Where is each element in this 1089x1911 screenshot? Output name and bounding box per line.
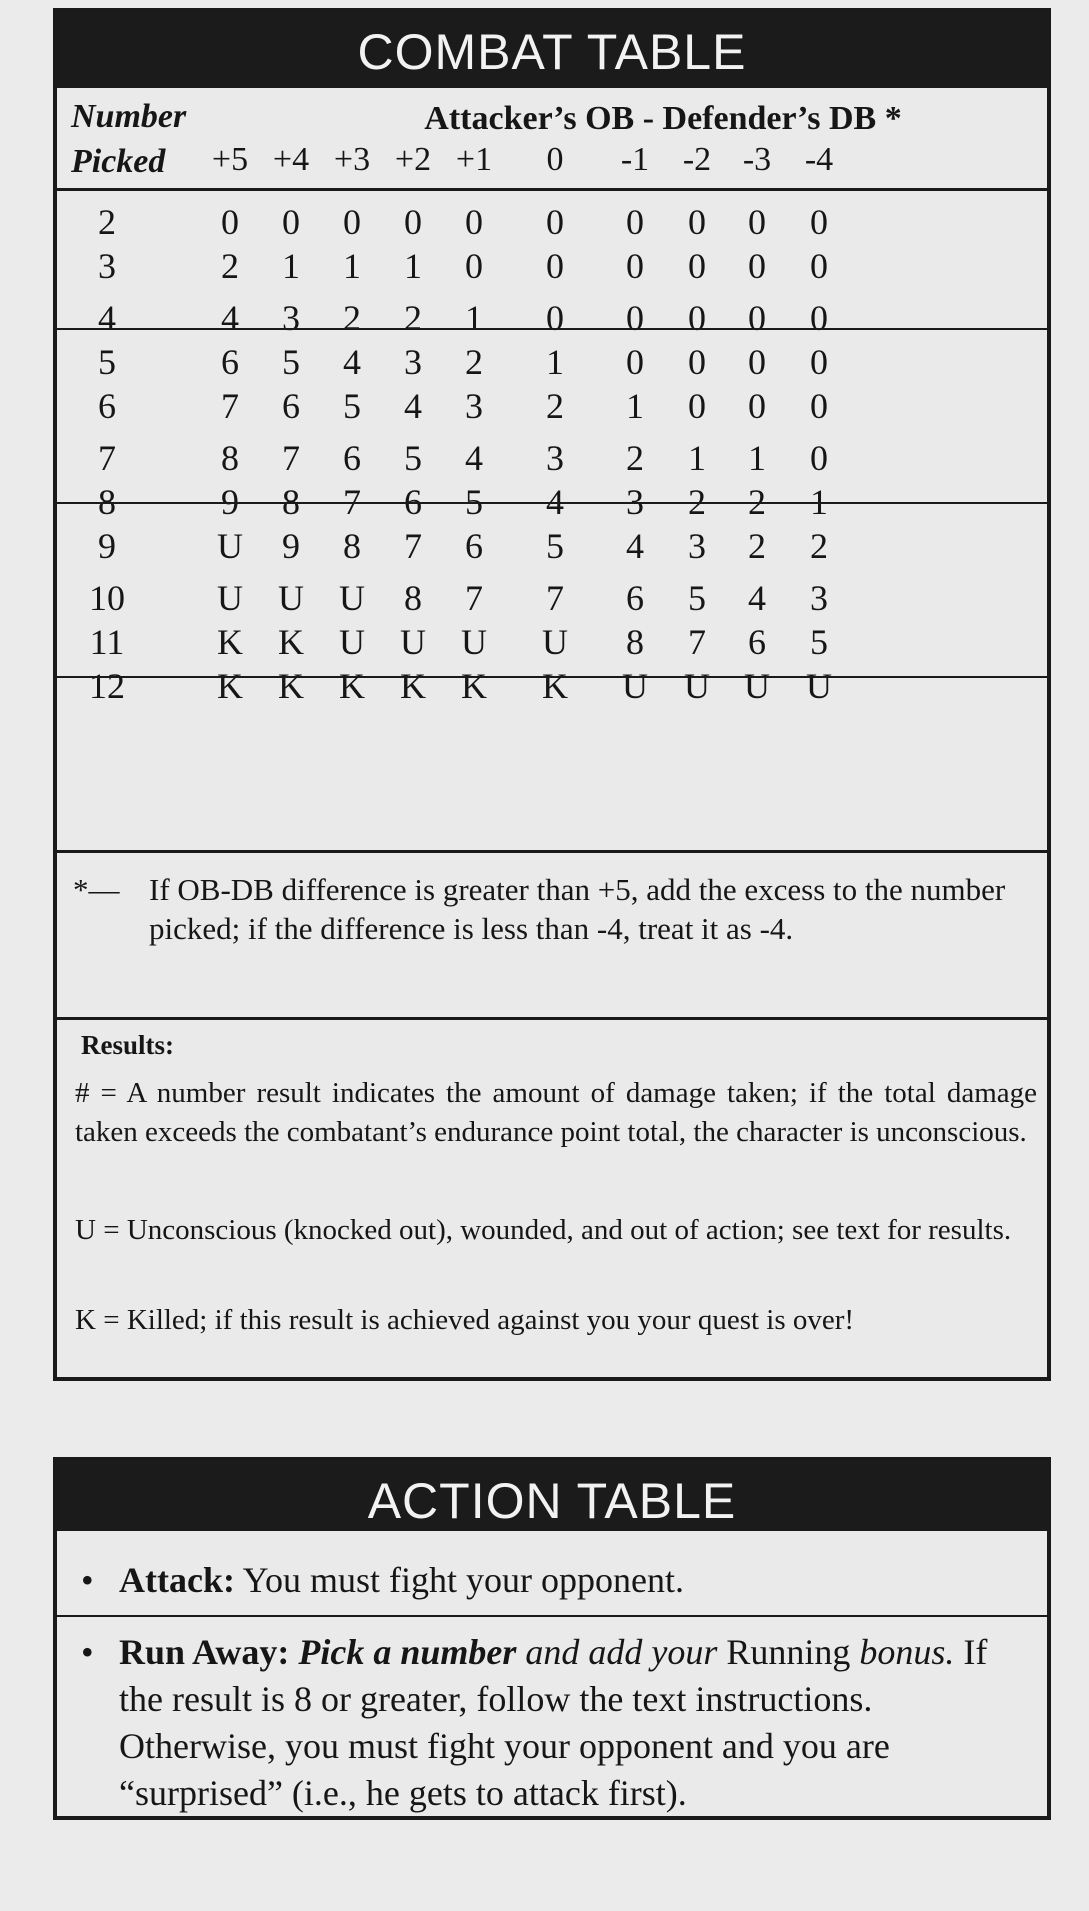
- result-text: Killed; if this result is achieved against you your quest is over!: [126, 1304, 855, 1336]
- table-cell: U: [278, 578, 304, 618]
- header-picked: Picked: [71, 143, 166, 180]
- column-header: -2: [682, 141, 712, 178]
- table-cell: 5: [343, 386, 361, 426]
- table-cell: 0: [465, 202, 483, 242]
- table-cell: 5: [810, 622, 828, 662]
- table-cell: 6: [282, 386, 300, 426]
- table-cell: 1: [626, 386, 644, 426]
- result-unconscious: [75, 1211, 1037, 1250]
- table-cell: 4: [748, 578, 766, 618]
- table-cell: 5: [688, 578, 706, 618]
- table-cell: U: [217, 578, 243, 618]
- table-cell: 0: [404, 202, 422, 242]
- table-cell: 6: [221, 342, 239, 382]
- run-italic-bonus: bonus.: [859, 1632, 955, 1672]
- table-cell: 0: [748, 246, 766, 286]
- table-cell: 0: [810, 202, 828, 242]
- table-cell: 6: [626, 578, 644, 618]
- table-cell: 8: [282, 482, 300, 522]
- table-cell: U: [339, 578, 365, 618]
- table-cell: 0: [748, 342, 766, 382]
- table-cell: U: [542, 622, 568, 662]
- table-cell: 5: [282, 342, 300, 382]
- table-cell: K: [461, 666, 487, 706]
- table-cell: 3: [810, 578, 828, 618]
- row-number: 12: [89, 666, 125, 706]
- run-label: Run Away:: [119, 1632, 290, 1672]
- table-cell: 2: [810, 526, 828, 566]
- row-group-divider: [57, 676, 1047, 678]
- table-cell: 5: [546, 526, 564, 566]
- table-cell: 4: [546, 482, 564, 522]
- row-group-divider: [57, 502, 1047, 504]
- table-cell: 0: [748, 202, 766, 242]
- table-cell: U: [339, 622, 365, 662]
- column-header: -1: [620, 141, 650, 178]
- table-cell: 0: [221, 202, 239, 242]
- table-cell: U: [217, 526, 243, 566]
- results-divider: [57, 1017, 1047, 1020]
- table-cell: K: [400, 666, 426, 706]
- column-header: 0: [546, 141, 564, 178]
- attack-label: Attack:: [119, 1560, 235, 1600]
- table-cell: 6: [404, 482, 422, 522]
- header-number: Number: [71, 98, 187, 135]
- table-cell: 0: [282, 202, 300, 242]
- table-cell: K: [217, 666, 243, 706]
- table-cell: U: [461, 622, 487, 662]
- action-table-title: ACTION TABLE: [57, 1461, 1047, 1531]
- result-killed: [75, 1301, 1037, 1340]
- table-cell: 0: [546, 246, 564, 286]
- result-number: [75, 1074, 1037, 1152]
- table-cell: 0: [810, 246, 828, 286]
- column-header: -3: [742, 141, 772, 178]
- table-cell: 9: [221, 482, 239, 522]
- row-number: 2: [98, 202, 116, 242]
- table-cell: 1: [465, 298, 483, 338]
- table-cell: 3: [688, 526, 706, 566]
- action-run-away: [81, 1629, 1031, 1817]
- table-bottom-divider: [57, 850, 1047, 853]
- table-cell: 8: [626, 622, 644, 662]
- table-cell: 1: [810, 482, 828, 522]
- footnote-text: If OB-DB difference is greater than +5, add the excess to the number picked; if the difference is less than -4, treat it as -4.: [149, 872, 1006, 946]
- table-cell: 4: [343, 342, 361, 382]
- table-cell: K: [217, 622, 243, 662]
- table-cell: U: [806, 666, 832, 706]
- table-cell: 0: [626, 342, 644, 382]
- table-cell: 2: [404, 298, 422, 338]
- table-cell: 0: [810, 386, 828, 426]
- table-cell: 6: [343, 438, 361, 478]
- table-cell: 2: [626, 438, 644, 478]
- table-cell: 4: [404, 386, 422, 426]
- result-symbol: U =: [75, 1214, 120, 1246]
- table-cell: K: [278, 666, 304, 706]
- table-cell: U: [684, 666, 710, 706]
- table-cell: 7: [688, 622, 706, 662]
- combat-table-panel: [53, 8, 1051, 1381]
- header-divider: [57, 188, 1047, 191]
- table-cell: U: [400, 622, 426, 662]
- row-number: 7: [98, 438, 116, 478]
- table-cell: 3: [546, 438, 564, 478]
- action-attack: [81, 1557, 1031, 1604]
- footnote-mark: *—: [73, 872, 120, 907]
- row-number: 11: [89, 622, 125, 662]
- table-cell: 8: [404, 578, 422, 618]
- row-number: 4: [98, 298, 116, 338]
- bullet-icon: •: [81, 1632, 94, 1672]
- table-cell: 7: [343, 482, 361, 522]
- table-cell: 2: [221, 246, 239, 286]
- result-text: A number result indicates the amount of damage taken; if the total damage taken exceeds the combatant’s endurance point total, the character is unconscious.: [75, 1077, 1038, 1148]
- column-header: +2: [394, 141, 432, 178]
- table-cell: 3: [465, 386, 483, 426]
- table-cell: 0: [546, 298, 564, 338]
- table-cell: 2: [688, 482, 706, 522]
- row-number: 3: [98, 246, 116, 286]
- action-table-panel: [53, 1457, 1051, 1820]
- run-italic-add: and add your: [525, 1632, 718, 1672]
- table-cell: 7: [404, 526, 422, 566]
- table-cell: 0: [465, 246, 483, 286]
- table-cell: 8: [221, 438, 239, 478]
- header-ob-db: Attacker’s OB - Defender’s DB *: [424, 100, 902, 137]
- table-cell: 3: [404, 342, 422, 382]
- table-cell: 0: [748, 386, 766, 426]
- results-title: Results:: [81, 1030, 174, 1060]
- table-cell: U: [744, 666, 770, 706]
- table-cell: U: [622, 666, 648, 706]
- table-cell: 5: [465, 482, 483, 522]
- table-cell: 0: [810, 438, 828, 478]
- table-cell: 7: [465, 578, 483, 618]
- table-cell: 5: [404, 438, 422, 478]
- table-cell: 0: [546, 202, 564, 242]
- row-group-divider: [57, 328, 1047, 330]
- combat-table-title: COMBAT TABLE: [57, 12, 1047, 88]
- table-cell: 7: [546, 578, 564, 618]
- table-cell: 3: [626, 482, 644, 522]
- bullet-icon: •: [81, 1560, 94, 1600]
- table-cell: 6: [748, 622, 766, 662]
- table-cell: 0: [626, 246, 644, 286]
- table-cell: 0: [688, 298, 706, 338]
- footnote: [73, 870, 1033, 948]
- row-number: 9: [98, 526, 116, 566]
- result-text: Unconscious (knocked out), wounded, and out of action; see text for results.: [126, 1214, 1012, 1246]
- table-cell: 1: [343, 246, 361, 286]
- table-cell: 0: [810, 298, 828, 338]
- table-cell: 1: [404, 246, 422, 286]
- attack-text: You must fight your opponent.: [242, 1560, 685, 1600]
- column-header: +4: [272, 141, 310, 178]
- table-cell: 1: [748, 438, 766, 478]
- table-cell: 7: [221, 386, 239, 426]
- column-header: +1: [455, 141, 493, 178]
- table-cell: 2: [343, 298, 361, 338]
- table-cell: K: [542, 666, 568, 706]
- run-italic-pick: Pick a number: [298, 1632, 517, 1672]
- column-header: +5: [211, 141, 249, 178]
- table-cell: 0: [626, 202, 644, 242]
- table-cell: 8: [343, 526, 361, 566]
- table-cell: 7: [282, 438, 300, 478]
- table-cell: K: [278, 622, 304, 662]
- action-divider: [57, 1615, 1047, 1617]
- table-cell: 0: [688, 342, 706, 382]
- table-cell: 0: [688, 202, 706, 242]
- table-cell: 6: [465, 526, 483, 566]
- table-cell: 2: [748, 482, 766, 522]
- table-cell: 4: [465, 438, 483, 478]
- row-number: 8: [98, 482, 116, 522]
- table-cell: 3: [282, 298, 300, 338]
- table-cell: 1: [282, 246, 300, 286]
- table-cell: 2: [748, 526, 766, 566]
- table-cell: 0: [626, 298, 644, 338]
- table-cell: 1: [688, 438, 706, 478]
- result-symbol: # =: [75, 1077, 117, 1109]
- row-number: 5: [98, 342, 116, 382]
- table-cell: 4: [626, 526, 644, 566]
- table-cell: 0: [688, 386, 706, 426]
- run-text: If the result is 8 or greater, follow the text instructions. Otherwise, you must fight your opponent and you are “surprised” (i.e., he gets to attack first).: [119, 1632, 988, 1813]
- column-header: +3: [333, 141, 371, 178]
- table-cell: K: [339, 666, 365, 706]
- row-number: 6: [98, 386, 116, 426]
- table-cell: 1: [546, 342, 564, 382]
- table-cell: 0: [688, 246, 706, 286]
- table-cell: 0: [810, 342, 828, 382]
- run-running: Running: [726, 1632, 851, 1672]
- row-number: 10: [89, 578, 125, 618]
- table-cell: 2: [546, 386, 564, 426]
- table-cell: 4: [221, 298, 239, 338]
- table-cell: 0: [343, 202, 361, 242]
- table-cell: 0: [748, 298, 766, 338]
- table-cell: 9: [282, 526, 300, 566]
- table-cell: 2: [465, 342, 483, 382]
- result-symbol: K =: [75, 1304, 120, 1336]
- column-header: -4: [804, 141, 834, 178]
